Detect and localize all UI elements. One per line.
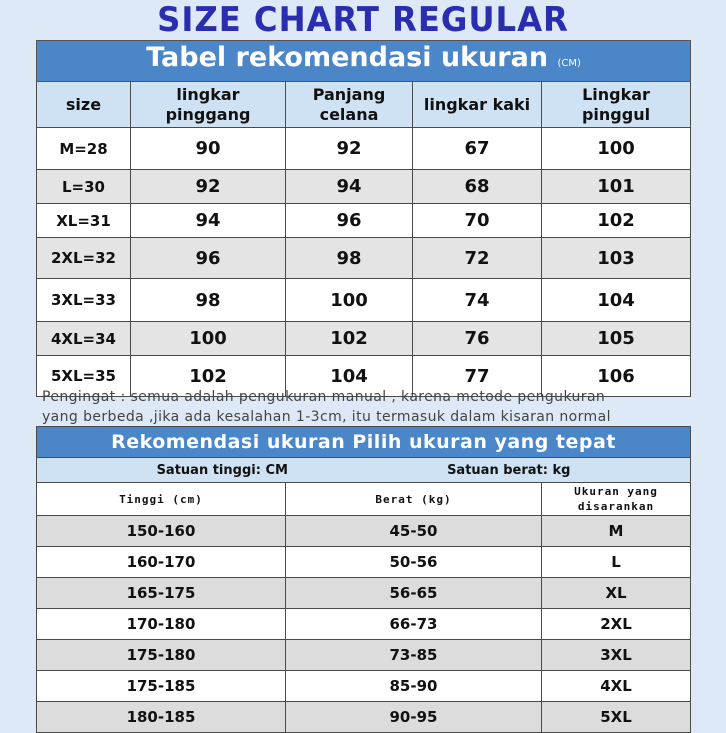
cell-berat: 73-85 xyxy=(286,640,542,671)
cell-berat: 90-95 xyxy=(286,702,542,733)
cell-size: M=28 xyxy=(37,128,131,170)
cell-berat: 66-73 xyxy=(286,609,542,640)
header-size: size xyxy=(37,82,131,128)
size-table-banner xyxy=(37,41,691,82)
cell-berat: 45-50 xyxy=(286,516,542,547)
cell-lingkar-kaki: 68 xyxy=(413,170,542,204)
cell-panjang-celana: 94 xyxy=(286,170,413,204)
header-berat: Berat (kg) xyxy=(286,483,542,516)
cell-tinggi: 165-175 xyxy=(37,578,286,609)
cell-ukuran: M xyxy=(542,516,691,547)
cell-lingkar-pinggul: 102 xyxy=(542,204,691,238)
header-panjang-celana: Panjang celana xyxy=(286,82,413,128)
table-row xyxy=(37,578,691,609)
cell-lingkar-pinggang: 92 xyxy=(131,170,286,204)
table-row xyxy=(37,516,691,547)
page-title: SIZE CHART REGULAR xyxy=(157,0,569,40)
cell-panjang-celana: 96 xyxy=(286,204,413,238)
cell-berat: 56-65 xyxy=(286,578,542,609)
cell-size: 4XL=34 xyxy=(37,322,131,356)
cell-size: 2XL=32 xyxy=(37,238,131,279)
cell-tinggi: 170-180 xyxy=(37,609,286,640)
cell-lingkar-kaki: 72 xyxy=(413,238,542,279)
table-row xyxy=(37,702,691,733)
cell-lingkar-pinggul: 106 xyxy=(542,356,691,397)
cell-lingkar-kaki: 74 xyxy=(413,279,542,322)
cell-lingkar-pinggang: 90 xyxy=(131,128,286,170)
unit-weight-label: Satuan berat: kg xyxy=(447,462,571,478)
cell-lingkar-pinggang: 100 xyxy=(131,322,286,356)
cell-panjang-celana: 92 xyxy=(286,128,413,170)
rec-table-units xyxy=(37,458,691,483)
cell-lingkar-kaki: 77 xyxy=(413,356,542,397)
cell-ukuran: L xyxy=(542,547,691,578)
cell-ukuran: 3XL xyxy=(542,640,691,671)
table-row xyxy=(37,170,691,204)
cell-tinggi: 150-160 xyxy=(37,516,286,547)
cell-ukuran: 5XL xyxy=(542,702,691,733)
rec-table-banner: Rekomendasi ukuran Pilih ukuran yang tepat xyxy=(37,427,691,458)
table-row xyxy=(37,204,691,238)
cell-lingkar-pinggul: 103 xyxy=(542,238,691,279)
cell-tinggi: 160-170 xyxy=(37,547,286,578)
table-row xyxy=(37,547,691,578)
cell-panjang-celana: 100 xyxy=(286,279,413,322)
cell-lingkar-pinggang: 98 xyxy=(131,279,286,322)
header-lingkar-pinggang: lingkar pinggang xyxy=(131,82,286,128)
measurement-note xyxy=(42,387,702,427)
header-lingkar-pinggul: Lingkar pinggul xyxy=(542,82,691,128)
table-row xyxy=(37,640,691,671)
cell-tinggi: 175-185 xyxy=(37,671,286,702)
cell-size: 5XL=35 xyxy=(37,356,131,397)
cell-ukuran: XL xyxy=(542,578,691,609)
cell-lingkar-kaki: 70 xyxy=(413,204,542,238)
table-row xyxy=(37,128,691,170)
cell-lingkar-pinggang: 94 xyxy=(131,204,286,238)
cell-lingkar-pinggang: 96 xyxy=(131,238,286,279)
table-row xyxy=(37,279,691,322)
table-row xyxy=(37,322,691,356)
cell-lingkar-pinggul: 100 xyxy=(542,128,691,170)
note-line-1: Pengingat : semua adalah pengukuran manual , karena metode pengukuran xyxy=(42,389,606,405)
size-table-banner-unit: (CM) xyxy=(557,58,581,69)
cell-berat: 85-90 xyxy=(286,671,542,702)
cell-berat: 50-56 xyxy=(286,547,542,578)
cell-size: 3XL=33 xyxy=(37,279,131,322)
size-table-banner-title: Tabel rekomendasi ukuran xyxy=(146,42,549,73)
note-line-2: yang berbeda ,jika ada kesalahan 1-3cm, itu termasuk dalam kisaran normal xyxy=(42,409,611,425)
cell-lingkar-pinggang: 102 xyxy=(131,356,286,397)
cell-panjang-celana: 102 xyxy=(286,322,413,356)
table-row xyxy=(37,671,691,702)
cell-ukuran: 2XL xyxy=(542,609,691,640)
table-row xyxy=(37,238,691,279)
cell-ukuran: 4XL xyxy=(542,671,691,702)
recommendation-table xyxy=(36,426,691,733)
cell-lingkar-pinggul: 105 xyxy=(542,322,691,356)
cell-lingkar-pinggul: 101 xyxy=(542,170,691,204)
unit-height-label: Satuan tinggi: CM xyxy=(156,462,288,478)
cell-lingkar-kaki: 67 xyxy=(413,128,542,170)
size-chart-table xyxy=(36,40,691,397)
cell-size: XL=31 xyxy=(37,204,131,238)
cell-size: L=30 xyxy=(37,170,131,204)
header-lingkar-kaki: lingkar kaki xyxy=(413,82,542,128)
cell-lingkar-kaki: 76 xyxy=(413,322,542,356)
cell-panjang-celana: 104 xyxy=(286,356,413,397)
cell-panjang-celana: 98 xyxy=(286,238,413,279)
header-ukuran-disarankan: Ukuran yang disarankan xyxy=(542,483,691,516)
table-row xyxy=(37,609,691,640)
header-tinggi: Tinggi (cm) xyxy=(37,483,286,516)
cell-tinggi: 180-185 xyxy=(37,702,286,733)
rec-table-header-row xyxy=(37,483,691,516)
cell-tinggi: 175-180 xyxy=(37,640,286,671)
cell-lingkar-pinggul: 104 xyxy=(542,279,691,322)
size-table-header-row xyxy=(37,82,691,128)
